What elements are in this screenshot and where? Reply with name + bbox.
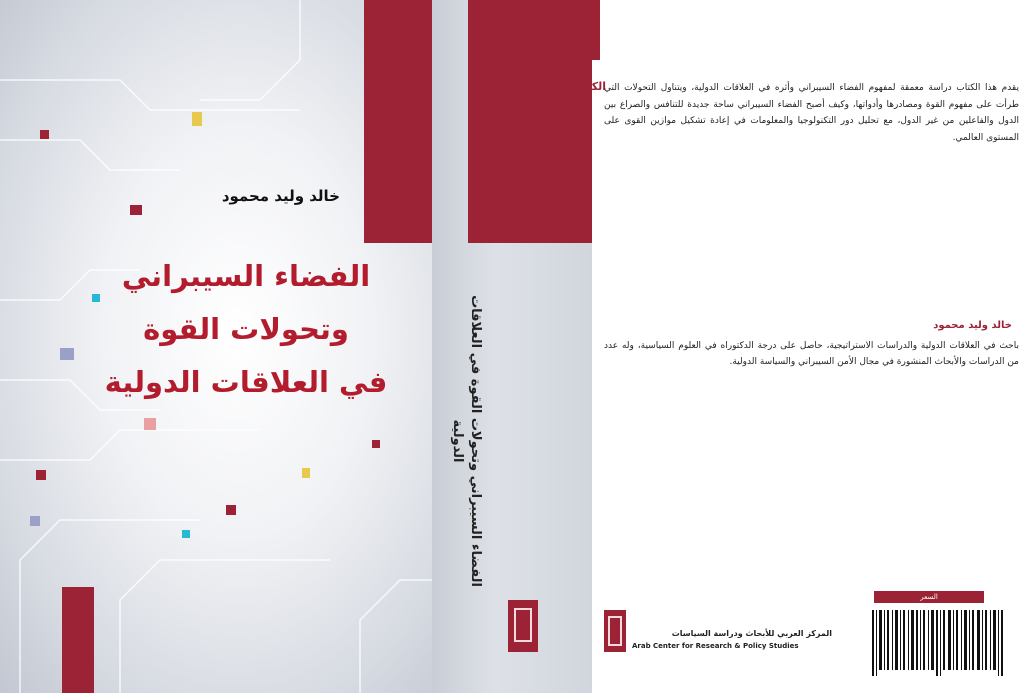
- title-line-2: وتحولات القوة: [143, 312, 349, 346]
- back-logo-icon: [608, 616, 622, 646]
- price-tag: السعر: [874, 591, 984, 603]
- back-author-heading: خالد وليد محمود: [933, 320, 1012, 331]
- publisher-name-en: Arab Center for Research & Policy Studies: [632, 642, 799, 650]
- publisher-band: [62, 587, 94, 693]
- publisher-name-ar: المركز العربي للأبحاث ودراسة السياسات: [671, 629, 832, 638]
- back-publisher-logo: [604, 610, 626, 652]
- top-color-band: [364, 0, 432, 243]
- spine-publisher-logo: [508, 600, 538, 652]
- title-line-1: الفضاء السيبراني: [121, 259, 371, 293]
- back-author-bio: باحث في العلاقات الدولية والدراسات الاستراتيجية، حاصل على درجة الدكتوراه في العلوم السياسية، وله عدد من الدراسات والأبحاث المنشورة في مجال الأمن السيبراني والسياسة الدولية.: [604, 341, 1019, 367]
- spine-logo-icon: [514, 608, 532, 642]
- front-author: خالد وليد محمود: [221, 187, 340, 205]
- back-heading: هذا الكتاب: [572, 67, 606, 93]
- barcode-graphic: [870, 606, 1010, 686]
- spine-color-band: [468, 0, 592, 243]
- back-publisher: [632, 628, 832, 652]
- spine-title: الفضاء السيبراني وتحولات القوة في العلاقات الدولية: [450, 295, 483, 587]
- back-description: يقدم هذا الكتاب دراسة معمقة لمفهوم الفضاء السيبراني وأثره في العلاقات الدولية، ويتناول التحولات التي طرأت على مفهوم القوة ومصادرها وأدواتها، وكيف أصبح الفضاء السيبراني ساحة جديدة للتنافس والصراع بين الدول والفاعلين من غير الدول، مع تحليل دور التكنولوجيا والمعلومات في إعادة تشكيل موازين القوى على المستوى العالمي.: [604, 83, 1019, 143]
- back-cover: [572, 0, 1024, 693]
- front-cover: [0, 0, 432, 693]
- front-title: [96, 250, 396, 409]
- back-color-band: [592, 0, 600, 60]
- title-line-3: في العلاقات الدولية: [104, 365, 388, 399]
